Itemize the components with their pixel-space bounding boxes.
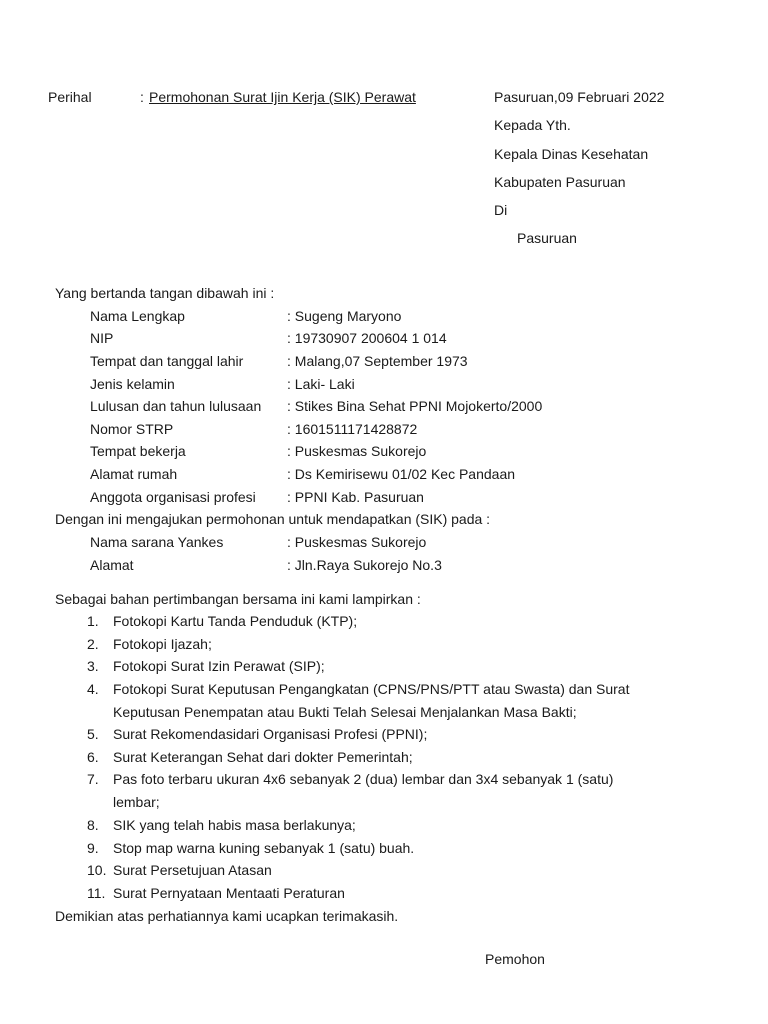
list-text: Surat Pernyataan Mentaati Peraturan [113,885,345,901]
list-number: 11. [87,885,106,901]
list-number: 6. [87,749,99,765]
facility-value: : Puskesmas Sukorejo [287,534,427,550]
list-item [87,770,614,788]
perihal-colon: : [140,89,144,105]
list-item [87,839,415,857]
perihal-label: Perihal [48,89,92,105]
identity-value: : 1601511171428872 [287,421,418,437]
list-number: 1. [87,613,99,629]
list-text: Surat Rekomendasidari Organisasi Profesi (PPNI); [113,726,428,742]
recipient-line-3: Kabupaten Pasuruan [494,174,626,190]
identity-row [90,352,468,370]
identity-value: : Ds Kemirisewu 01/02 Kec Pandaan [287,466,516,482]
list-number: 7. [87,771,99,787]
identity-value: : Puskesmas Sukorejo [287,443,427,459]
identity-row [90,397,543,415]
list-number: 4. [87,681,99,697]
list-number: 5. [87,726,99,742]
identity-value: : 19730907 200604 1 014 [287,330,447,346]
identity-label: Nama Lengkap [90,308,185,324]
recipient-line-2: Kepala Dinas Kesehatan [494,146,649,162]
identity-row [90,307,402,325]
identity-label: NIP [90,330,114,346]
request-text: Dengan ini mengajukan permohonan untuk mendapatkan (SIK) pada : [55,511,491,527]
facility-row [90,556,442,574]
list-text: Pas foto terbaru ukuran 4x6 sebanyak 2 (dua) lembar dan 3x4 sebanyak 1 (satu) [113,771,614,787]
identity-row [90,465,516,483]
list-text: Fotokopi Surat Keputusan Pengangkatan (CPNS/PNS/PTT atau Swasta) dan Surat [113,681,630,697]
list-number: 8. [87,817,99,833]
facility-value: : Jln.Raya Sukorejo No.3 [287,557,442,573]
list-text: Fotokopi Surat Izin Perawat (SIP); [113,658,325,674]
identity-row [90,488,424,506]
facility-label: Nama sarana Yankes [90,534,224,550]
identity-label: Tempat bekerja [90,443,186,459]
identity-value: : Laki- Laki [287,376,355,392]
identity-row [90,375,355,393]
list-text: Surat Keterangan Sehat dari dokter Pemerintah; [113,749,413,765]
list-text: Fotokopi Ijazah; [113,636,212,652]
identity-label: Lulusan dan tahun lulusaan [90,398,262,414]
identity-value: : PPNI Kab. Pasuruan [287,489,424,505]
facility-label: Alamat [90,557,134,573]
list-text: Fotokopi Kartu Tanda Penduduk (KTP); [113,613,358,629]
closing-text: Demikian atas perhatiannya kami ucapkan terimakasih. [55,908,399,924]
list-text: lembar; [113,794,160,810]
list-number: 2. [87,636,99,652]
recipient-line-1: Kepada Yth. [494,117,571,133]
list-number: 3. [87,658,99,674]
list-number: 10. [87,862,107,878]
list-text: Stop map warna kuning sebanyak 1 (satu) buah. [113,840,415,856]
list-text: Keputusan Penempatan atau Bukti Telah Selesai Menjalankan Masa Bakti; [113,704,577,720]
list-item [87,861,272,879]
identity-value: : Sugeng Maryono [287,308,402,324]
list-item [87,748,413,766]
signature-label: Pemohon [485,951,545,967]
recipient-city: Pasuruan [517,230,577,246]
list-item [87,680,630,698]
intro-text: Yang bertanda tangan dibawah ini : [55,285,275,301]
place-date: Pasuruan,09 Februari 2022 [494,89,665,105]
list-item [87,816,356,834]
identity-row [90,329,447,347]
identity-value: : Stikes Bina Sehat PPNI Mojokerto/2000 [287,398,543,414]
identity-label: Anggota organisasi profesi [90,489,256,505]
list-item [87,612,358,630]
identity-label: Tempat dan tanggal lahir [90,353,244,369]
list-item [87,884,345,902]
identity-label: Alamat rumah [90,466,178,482]
facility-row [90,533,427,551]
list-number: 9. [87,840,99,856]
identity-row [90,442,427,460]
attachments-intro: Sebagai bahan pertimbangan bersama ini kami lampirkan : [55,591,421,607]
identity-label: Jenis kelamin [90,376,175,392]
list-text: Surat Persetujuan Atasan [113,862,272,878]
recipient-line-4: Di [494,202,508,218]
identity-label: Nomor STRP [90,421,174,437]
list-text: SIK yang telah habis masa berlakunya; [113,817,356,833]
list-item [87,635,212,653]
list-item [87,657,325,675]
list-item [87,725,428,743]
perihal-value: Permohonan Surat Ijin Kerja (SIK) Perawat [149,89,416,105]
identity-value: : Malang,07 September 1973 [287,353,468,369]
identity-row [90,420,418,438]
